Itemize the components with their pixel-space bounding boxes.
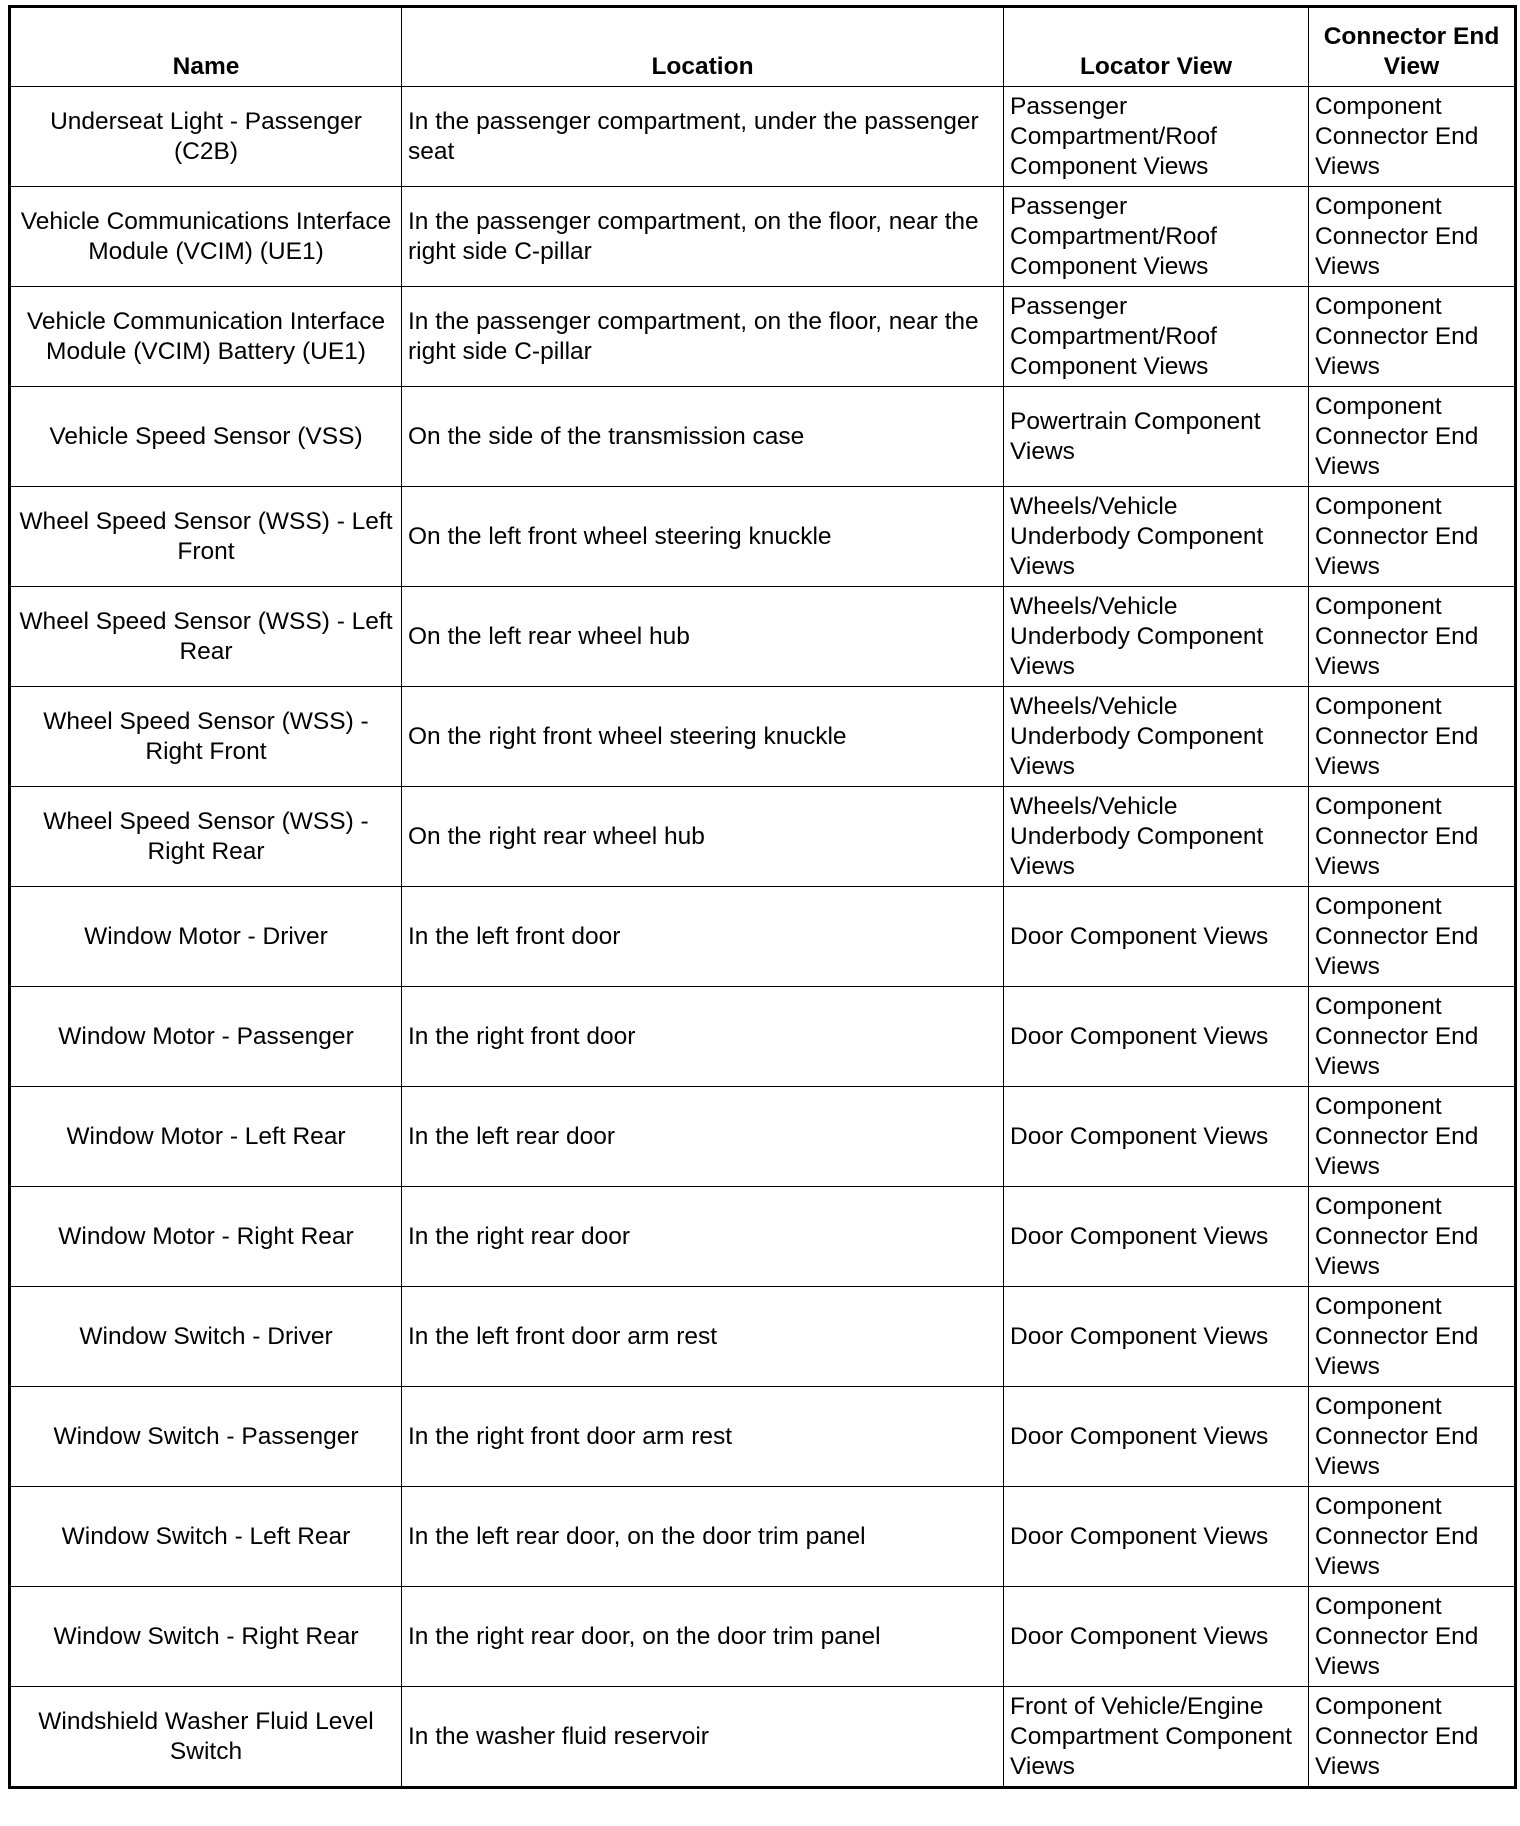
cell-location: In the washer fluid reservoir <box>402 1687 1004 1788</box>
table-row <box>10 1387 1516 1487</box>
header-row <box>10 7 1516 87</box>
cell-name: Vehicle Speed Sensor (VSS) <box>10 387 402 487</box>
cell-name: Wheel Speed Sensor (WSS) - Right Rear <box>10 787 402 887</box>
cell-name: Windshield Washer Fluid Level Switch <box>10 1687 402 1788</box>
cell-connector-end-view: Component Connector End Views <box>1309 687 1516 787</box>
cell-connector-end-view: Component Connector End Views <box>1309 87 1516 187</box>
cell-name: Window Motor - Right Rear <box>10 1187 402 1287</box>
cell-location: On the right rear wheel hub <box>402 787 1004 887</box>
cell-name: Underseat Light - Passenger (C2B) <box>10 87 402 187</box>
cell-locator-view: Door Component Views <box>1004 1287 1309 1387</box>
cell-name: Vehicle Communications Interface Module (VCIM) (UE1) <box>10 187 402 287</box>
cell-name: Wheel Speed Sensor (WSS) - Left Front <box>10 487 402 587</box>
cell-name: Window Switch - Passenger <box>10 1387 402 1487</box>
cell-name: Window Motor - Driver <box>10 887 402 987</box>
cell-location: In the right front door arm rest <box>402 1387 1004 1487</box>
cell-locator-view: Passenger Compartment/Roof Component Views <box>1004 187 1309 287</box>
cell-locator-view: Powertrain Component Views <box>1004 387 1309 487</box>
cell-connector-end-view: Component Connector End Views <box>1309 287 1516 387</box>
cell-connector-end-view: Component Connector End Views <box>1309 1487 1516 1587</box>
header-connector-end-view: Connector End View <box>1309 7 1516 87</box>
cell-locator-view: Door Component Views <box>1004 887 1309 987</box>
table-row <box>10 187 1516 287</box>
table-row <box>10 587 1516 687</box>
cell-locator-view: Door Component Views <box>1004 987 1309 1087</box>
header-location: Location <box>402 7 1004 87</box>
cell-location: In the right front door <box>402 987 1004 1087</box>
cell-connector-end-view: Component Connector End Views <box>1309 1387 1516 1487</box>
table-row <box>10 287 1516 387</box>
cell-connector-end-view: Component Connector End Views <box>1309 787 1516 887</box>
cell-locator-view: Front of Vehicle/Engine Compartment Component Views <box>1004 1687 1309 1788</box>
cell-location: In the left rear door, on the door trim panel <box>402 1487 1004 1587</box>
table-row <box>10 487 1516 587</box>
cell-location: In the right rear door <box>402 1187 1004 1287</box>
cell-location: On the side of the transmission case <box>402 387 1004 487</box>
cell-locator-view: Passenger Compartment/Roof Component Views <box>1004 287 1309 387</box>
cell-name: Wheel Speed Sensor (WSS) - Left Rear <box>10 587 402 687</box>
cell-connector-end-view: Component Connector End Views <box>1309 1587 1516 1687</box>
header-locator-view: Locator View <box>1004 7 1309 87</box>
cell-locator-view: Door Component Views <box>1004 1587 1309 1687</box>
cell-locator-view: Door Component Views <box>1004 1087 1309 1187</box>
cell-locator-view: Wheels/Vehicle Underbody Component Views <box>1004 787 1309 887</box>
table-row <box>10 787 1516 887</box>
cell-name: Wheel Speed Sensor (WSS) - Right Front <box>10 687 402 787</box>
table-row <box>10 387 1516 487</box>
cell-location: On the left rear wheel hub <box>402 587 1004 687</box>
cell-connector-end-view: Component Connector End Views <box>1309 887 1516 987</box>
cell-connector-end-view: Component Connector End Views <box>1309 387 1516 487</box>
component-locator-table <box>8 5 1517 1789</box>
cell-location: In the passenger compartment, on the floor, near the right side C-pillar <box>402 287 1004 387</box>
cell-locator-view: Door Component Views <box>1004 1487 1309 1587</box>
cell-name: Window Switch - Left Rear <box>10 1487 402 1587</box>
table-row <box>10 1287 1516 1387</box>
header-name: Name <box>10 7 402 87</box>
cell-location: In the left front door <box>402 887 1004 987</box>
cell-location: In the passenger compartment, on the floor, near the right side C-pillar <box>402 187 1004 287</box>
cell-name: Window Motor - Passenger <box>10 987 402 1087</box>
table-row <box>10 1087 1516 1187</box>
cell-location: On the right front wheel steering knuckle <box>402 687 1004 787</box>
table-row <box>10 687 1516 787</box>
table-row <box>10 1187 1516 1287</box>
cell-location: In the left rear door <box>402 1087 1004 1187</box>
table-row <box>10 987 1516 1087</box>
cell-locator-view: Wheels/Vehicle Underbody Component Views <box>1004 587 1309 687</box>
cell-connector-end-view: Component Connector End Views <box>1309 487 1516 587</box>
cell-connector-end-view: Component Connector End Views <box>1309 187 1516 287</box>
cell-connector-end-view: Component Connector End Views <box>1309 1287 1516 1387</box>
cell-connector-end-view: Component Connector End Views <box>1309 987 1516 1087</box>
cell-connector-end-view: Component Connector End Views <box>1309 1687 1516 1788</box>
table-row <box>10 1687 1516 1788</box>
table-row <box>10 87 1516 187</box>
cell-connector-end-view: Component Connector End Views <box>1309 1187 1516 1287</box>
table-row <box>10 1487 1516 1587</box>
cell-locator-view: Wheels/Vehicle Underbody Component Views <box>1004 687 1309 787</box>
cell-name: Vehicle Communication Interface Module (VCIM) Battery (UE1) <box>10 287 402 387</box>
cell-locator-view: Wheels/Vehicle Underbody Component Views <box>1004 487 1309 587</box>
cell-connector-end-view: Component Connector End Views <box>1309 587 1516 687</box>
cell-name: Window Switch - Driver <box>10 1287 402 1387</box>
cell-locator-view: Door Component Views <box>1004 1387 1309 1487</box>
cell-connector-end-view: Component Connector End Views <box>1309 1087 1516 1187</box>
table-row <box>10 1587 1516 1687</box>
cell-location: In the right rear door, on the door trim panel <box>402 1587 1004 1687</box>
cell-location: In the left front door arm rest <box>402 1287 1004 1387</box>
cell-name: Window Motor - Left Rear <box>10 1087 402 1187</box>
cell-location: In the passenger compartment, under the passenger seat <box>402 87 1004 187</box>
table-row <box>10 887 1516 987</box>
cell-name: Window Switch - Right Rear <box>10 1587 402 1687</box>
cell-locator-view: Passenger Compartment/Roof Component Views <box>1004 87 1309 187</box>
cell-locator-view: Door Component Views <box>1004 1187 1309 1287</box>
cell-location: On the left front wheel steering knuckle <box>402 487 1004 587</box>
